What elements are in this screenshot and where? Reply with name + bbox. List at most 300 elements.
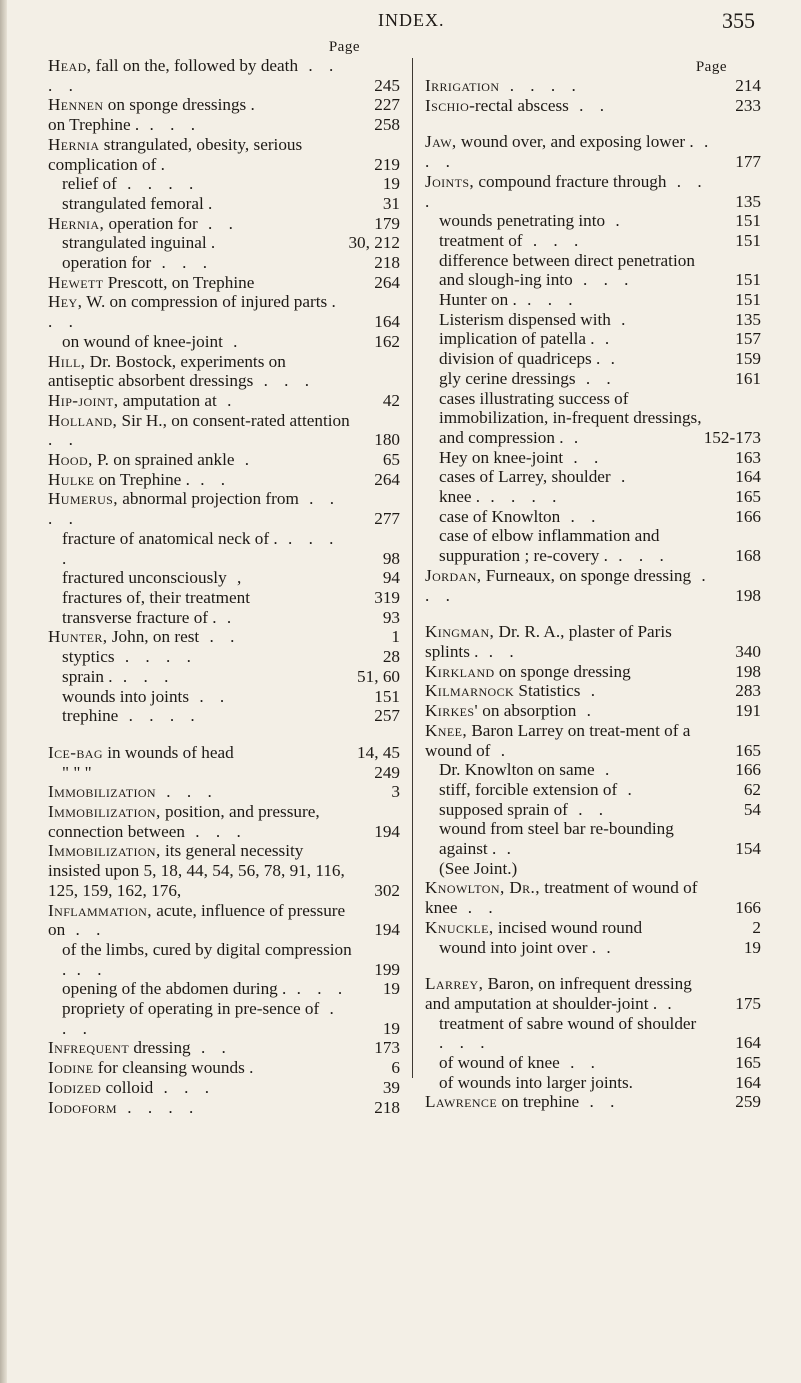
entry-description: wound over, and exposing lower . xyxy=(456,132,694,152)
entry-description: Statistics xyxy=(514,681,581,701)
entry-description: on trephine xyxy=(497,1092,580,1112)
leader-dots: . . . xyxy=(439,1033,491,1053)
entry-description: dressing xyxy=(129,1038,191,1058)
index-subentry xyxy=(425,1073,761,1093)
entry-text xyxy=(425,132,714,171)
index-subentry xyxy=(48,253,400,273)
entry-description: wound from steel bar re-bounding against . xyxy=(439,819,674,859)
entry-page-ref: 340 xyxy=(735,641,761,661)
entry-text xyxy=(62,667,174,686)
entry-description: treatment of xyxy=(439,230,523,250)
entry-text xyxy=(439,467,631,486)
leader-dots: . xyxy=(594,760,616,780)
leader-dots: . xyxy=(600,349,621,369)
leader-dots: . . . . xyxy=(48,56,340,95)
index-subentry xyxy=(48,233,400,253)
index-subentry xyxy=(425,819,761,858)
index-entry xyxy=(48,214,400,234)
entry-headword: Knuckle, xyxy=(425,917,494,937)
entry-text xyxy=(439,487,562,506)
entry-text xyxy=(425,701,597,720)
entry-headword: Immobilization, xyxy=(48,802,161,822)
entry-text xyxy=(439,1073,633,1092)
section-gap xyxy=(425,957,761,974)
entry-description: cases of Larrey, shoulder xyxy=(439,467,611,487)
entry-text xyxy=(439,1053,601,1072)
index-subentry xyxy=(425,938,761,958)
leader-dots: . . xyxy=(568,95,611,115)
entry-page-ref: 42 xyxy=(382,390,400,410)
entry-description: difference between direct penetration and slough-ing into xyxy=(439,250,695,290)
entry-description: wounds penetrating into xyxy=(439,211,606,231)
entry-text xyxy=(425,172,708,211)
entry-headword: Kingman, xyxy=(425,622,495,642)
entry-page-ref: 166 xyxy=(735,760,761,780)
index-entry xyxy=(48,352,400,391)
index-entry xyxy=(48,841,400,900)
entry-page-ref: 94 xyxy=(382,568,400,588)
entry-page-ref: 165 xyxy=(735,740,761,760)
leader-dots: , xyxy=(226,568,248,588)
entry-text xyxy=(425,662,631,681)
entry-text xyxy=(439,231,584,250)
entry-page-ref: 1 xyxy=(391,627,400,647)
entry-text xyxy=(439,819,674,858)
entry-page-ref: 98 xyxy=(382,548,400,568)
entry-text xyxy=(425,974,692,1013)
entry-description: transverse fracture of . xyxy=(62,607,217,627)
index-subentry xyxy=(48,174,400,194)
entry-text xyxy=(439,526,670,565)
index-subentry xyxy=(48,667,400,687)
index-entry xyxy=(48,95,400,115)
leader-dots: . . . xyxy=(516,290,579,310)
entry-page-ref: 28 xyxy=(382,647,400,667)
section-gap xyxy=(425,115,761,132)
entry-description: Listerism dispensed with xyxy=(439,309,611,329)
entry-text xyxy=(439,507,601,526)
entry-description: Baron Larrey on treat-ment of a wound of xyxy=(425,720,691,760)
index-subentry xyxy=(48,999,400,1038)
index-subentry xyxy=(425,389,761,448)
entry-text xyxy=(48,1058,253,1077)
entry-page-ref: 30, 212 xyxy=(348,233,400,253)
leader-dots: . . xyxy=(65,920,107,940)
index-subentry xyxy=(425,467,761,487)
entry-page-ref: 2 xyxy=(752,917,761,937)
entry-text xyxy=(48,411,350,450)
entry-page-ref: 39 xyxy=(382,1077,400,1097)
entry-text xyxy=(425,918,642,937)
index-entry xyxy=(48,411,400,450)
leader-dots: . xyxy=(216,390,238,410)
entry-headword: Hood, xyxy=(48,450,93,470)
entry-headword: Jordan, xyxy=(425,565,482,585)
leader-dots: . xyxy=(617,779,638,799)
index-subentry xyxy=(425,526,761,565)
entry-description: Dr. Knowlton on same xyxy=(439,760,595,780)
entry-headword: Kilmarnock xyxy=(425,681,515,701)
entry-text xyxy=(48,135,302,174)
index-subentry xyxy=(425,231,761,251)
entry-description: for cleansing wounds . xyxy=(93,1058,254,1078)
entry-text xyxy=(439,310,631,329)
leader-dots: . xyxy=(216,607,238,627)
entry-description: fractured unconsciously xyxy=(62,568,227,588)
entry-page-ref: 218 xyxy=(374,1097,400,1117)
entry-page-ref: 163 xyxy=(735,447,761,467)
entry-description: John, on rest xyxy=(107,627,200,647)
entry-page-ref: 19 xyxy=(382,979,400,999)
index-subentry xyxy=(48,568,400,588)
running-head xyxy=(0,8,801,34)
index-subentry xyxy=(48,940,400,979)
leader-dots: . xyxy=(610,467,632,487)
entry-description: strangulated inguinal . xyxy=(62,233,216,253)
entry-page-ref: 154 xyxy=(735,839,761,859)
index-subentry xyxy=(425,369,761,389)
entry-text xyxy=(48,214,239,233)
leader-dots: . . xyxy=(197,213,239,233)
index-subentry xyxy=(48,687,400,707)
entry-headword: Iodoform xyxy=(48,1097,117,1117)
leader-dots: . . xyxy=(48,312,79,332)
entry-description: wound into joint over . xyxy=(439,937,597,957)
entry-text xyxy=(425,681,601,700)
index-entry xyxy=(425,172,761,211)
entry-headword: Jaw, xyxy=(425,132,457,152)
index-subentry xyxy=(48,608,400,628)
entry-page-ref: 162 xyxy=(374,331,400,351)
entry-text xyxy=(62,174,199,193)
entry-text xyxy=(62,763,92,782)
entry-headword: Hennen xyxy=(48,95,104,115)
index-subentry xyxy=(48,706,400,726)
entry-description: acute, influence of pressure on xyxy=(48,900,346,940)
index-entry xyxy=(425,622,761,661)
entry-page-ref: 164 xyxy=(735,467,761,487)
entry-page-ref: 264 xyxy=(374,469,400,489)
entry-description: case of elbow inflammation and suppuration ; re-covery . xyxy=(439,526,660,566)
index-entry xyxy=(48,1038,400,1058)
entry-description: sprain . xyxy=(62,666,113,686)
entry-page-ref: 249 xyxy=(374,762,400,782)
leader-dots: . . xyxy=(575,368,617,388)
leader-dots: . . xyxy=(189,686,231,706)
index-entry xyxy=(425,681,761,701)
index-entry xyxy=(48,489,400,528)
entry-page-ref: 161 xyxy=(735,368,761,388)
entry-description: treatment of wound of knee xyxy=(425,878,698,918)
entry-page-ref: 51, 60 xyxy=(357,666,400,686)
index-entry xyxy=(425,701,761,721)
index-subentry xyxy=(48,588,400,608)
index-entry xyxy=(48,901,400,940)
leader-dots: . . . xyxy=(153,1077,216,1097)
entry-page-ref: 93 xyxy=(382,607,400,627)
entry-description: trephine xyxy=(62,706,119,726)
entry-page-ref: 283 xyxy=(735,681,761,701)
entry-headword: Hunter, xyxy=(48,627,108,647)
entry-description: fractures of, their treatment xyxy=(62,587,251,607)
index-entry xyxy=(48,470,400,490)
entry-description: Prescott, on Trephine xyxy=(103,272,255,292)
entry-description: P. on sprained ankle xyxy=(92,450,235,470)
index-subentry xyxy=(48,194,400,214)
leader-dots: . . xyxy=(48,430,79,450)
entry-headword: Infrequent xyxy=(48,1038,130,1058)
entry-page-ref: 151 xyxy=(735,270,761,290)
entry-headword: Hernia, xyxy=(48,213,105,233)
index-subentry xyxy=(425,448,761,468)
entry-page-ref: 54 xyxy=(743,799,761,819)
leader-dots: . . xyxy=(190,1038,232,1058)
index-subentry xyxy=(425,290,761,310)
entry-page-ref: 168 xyxy=(735,546,761,566)
entry-text xyxy=(439,780,638,799)
entry-page-ref: 177 xyxy=(735,152,761,172)
index-subentry xyxy=(48,529,400,568)
leader-dots: . xyxy=(594,329,616,349)
entry-text xyxy=(62,706,201,725)
entry-description: " " " xyxy=(62,762,92,782)
leader-dots: . xyxy=(496,839,517,859)
entry-description: in wounds of head xyxy=(102,742,234,762)
entry-page-ref: 319 xyxy=(374,587,400,607)
entry-headword: Hewett xyxy=(48,272,104,292)
leader-dots: . . . xyxy=(286,979,349,999)
index-entry xyxy=(48,782,400,802)
entry-description: Sir H., on consent-rated attention xyxy=(117,410,350,430)
entry-description: on Trephine . xyxy=(94,469,190,489)
section-gap xyxy=(425,605,761,622)
index-subentry xyxy=(425,487,761,507)
index-entry xyxy=(48,115,400,135)
leader-dots: . . . . xyxy=(499,76,582,95)
index-subentry xyxy=(425,1053,761,1073)
leader-dots: . xyxy=(222,331,244,351)
leader-dots: . . . xyxy=(572,270,635,290)
index-entry xyxy=(48,135,400,174)
entry-text xyxy=(62,233,215,252)
entry-description: gly cerine dressings xyxy=(439,368,576,388)
leader-dots: . xyxy=(576,701,597,721)
entry-text xyxy=(62,687,230,706)
index-entry xyxy=(48,1058,400,1078)
entry-text xyxy=(62,253,213,272)
entry-text xyxy=(425,622,672,661)
leader-dots: . . . xyxy=(607,546,670,566)
entry-text xyxy=(62,999,340,1038)
entry-headword: Hip-joint, xyxy=(48,390,119,410)
leader-dots: . . . xyxy=(253,371,316,391)
entry-headword: Kirkland xyxy=(425,661,495,681)
entry-headword: Hey, xyxy=(48,292,83,312)
entry-headword: Iodized xyxy=(48,1077,102,1097)
entry-page-ref: 164 xyxy=(735,1033,761,1053)
entry-description: incised wound round xyxy=(493,917,643,937)
index-subentry xyxy=(425,507,761,527)
entry-page-ref: 219 xyxy=(374,154,400,174)
entry-page-ref: 277 xyxy=(374,509,400,529)
leader-dots: . xyxy=(657,993,678,1013)
entry-text xyxy=(439,448,604,467)
index-subentry xyxy=(48,979,400,999)
entry-text xyxy=(439,251,695,290)
leader-dots: . . xyxy=(189,469,232,489)
entry-page-ref: 164 xyxy=(735,1072,761,1092)
entry-page-ref: 199 xyxy=(374,959,400,979)
entry-headword: Knee, xyxy=(425,720,468,740)
entry-description: fracture of anatomical neck of . xyxy=(62,528,278,548)
index-subentry xyxy=(425,310,761,330)
entry-text xyxy=(48,1098,199,1117)
entry-text xyxy=(439,389,702,447)
entry-text xyxy=(439,290,579,309)
index-subentry xyxy=(425,800,761,820)
entry-page-ref: 264 xyxy=(374,272,400,292)
index-entry xyxy=(425,76,761,96)
leader-dots: . . . xyxy=(62,999,340,1038)
entry-headword: Inflammation, xyxy=(48,900,152,920)
index-entry xyxy=(48,391,400,411)
entry-page-ref: 151 xyxy=(735,230,761,250)
leader-dots: . xyxy=(490,740,511,760)
entry-text xyxy=(48,450,255,469)
entry-headword: Head, xyxy=(48,56,92,75)
index-column-left xyxy=(48,38,400,1117)
leader-dots: . . xyxy=(579,1092,621,1112)
entry-headword: Larrey, xyxy=(425,974,484,994)
entry-description: implication of patella . xyxy=(439,329,595,349)
leader-dots: . . . xyxy=(184,821,247,841)
leader-dots: . xyxy=(563,427,585,447)
entry-description: treatment of sabre wound of shoulder xyxy=(439,1013,697,1033)
entry-text xyxy=(62,194,212,213)
index-entry xyxy=(425,918,761,938)
entry-page-ref: 179 xyxy=(374,213,400,233)
entry-text xyxy=(62,940,352,979)
index-subentry xyxy=(425,211,761,231)
leader-dots: . . xyxy=(567,799,610,819)
entry-headword: Iodine xyxy=(48,1058,94,1078)
entry-headword: Ice-bag xyxy=(48,742,103,762)
entry-headword: Kirkes' xyxy=(425,701,478,721)
entry-text xyxy=(48,627,240,646)
entry-page-ref: 173 xyxy=(374,1038,400,1058)
entry-page-ref: 191 xyxy=(735,701,761,721)
index-subentry xyxy=(48,647,400,667)
entry-description: strangulated, obesity, serious complication of . xyxy=(48,134,303,174)
entry-description: Furneaux, on sponge dressing xyxy=(481,565,692,585)
index-entry xyxy=(48,273,400,293)
leader-dots: . . xyxy=(563,447,605,467)
column-page-label: Page xyxy=(328,39,360,55)
entry-description: on wound of knee-joint xyxy=(62,331,223,351)
entry-page-ref: 31 xyxy=(382,193,400,213)
entry-headword: Lawrence xyxy=(425,1092,498,1112)
leader-dots: . . . . xyxy=(116,1097,200,1117)
entry-description: propriety of operating in pre-sence of xyxy=(62,999,320,1019)
leader-dots: . . . . xyxy=(118,706,201,726)
index-subentry xyxy=(425,780,761,800)
entry-page-ref: 165 xyxy=(735,487,761,507)
index-entry xyxy=(425,1092,761,1112)
entry-description: knee . xyxy=(439,487,481,507)
entry-text xyxy=(62,529,339,568)
entry-page-ref: 257 xyxy=(374,706,400,726)
entry-text xyxy=(439,1014,696,1053)
entry-text xyxy=(48,470,231,489)
entry-description: abnormal projection from xyxy=(117,489,299,509)
entry-page-ref: 152-173 xyxy=(703,427,761,447)
entry-page-ref: 151 xyxy=(735,211,761,231)
entry-description: W. on compression of injured parts . xyxy=(82,292,336,312)
index-column-right xyxy=(412,58,761,1112)
entry-description: Hey on knee-joint xyxy=(439,447,564,467)
index-subentry xyxy=(425,859,761,879)
entry-text xyxy=(62,588,250,607)
leader-dots: . . . xyxy=(425,171,708,211)
index-entry xyxy=(48,627,400,647)
leader-dots: . . . xyxy=(112,666,175,686)
entry-headword: Immobilization, xyxy=(48,841,161,861)
index-subentry xyxy=(425,760,761,780)
entry-description: Hunter on . xyxy=(439,290,517,310)
entry-page-ref: 157 xyxy=(735,329,761,349)
index-subentry xyxy=(48,763,400,783)
leader-dots: . xyxy=(605,211,626,231)
entry-text xyxy=(62,568,247,587)
entry-text xyxy=(439,349,621,368)
entry-description: compound fracture through xyxy=(474,171,667,191)
entry-text xyxy=(48,802,320,841)
leader-dots: . . . . xyxy=(480,487,563,507)
entry-page-ref: 198 xyxy=(735,661,761,681)
entry-headword: Hill, xyxy=(48,351,86,371)
entry-page-ref: 180 xyxy=(374,430,400,450)
index-entry xyxy=(48,1078,400,1098)
entry-description: colloid xyxy=(101,1077,154,1097)
page-number: 355 xyxy=(722,8,755,33)
index-entry xyxy=(425,974,761,1013)
page-edge xyxy=(0,0,7,1383)
entry-headword: Humerus, xyxy=(48,489,118,509)
leader-dots: . xyxy=(596,937,617,957)
leader-dots: . . . xyxy=(425,132,715,172)
entry-text xyxy=(62,979,348,998)
entry-page-ref: 135 xyxy=(735,191,761,211)
entry-description: its general necessity insisted upon 5, 18, 44, 54, 56, 78, 91, 116, 125, 159, 162, 176, xyxy=(48,841,345,900)
leader-dots: . . . . xyxy=(116,174,200,194)
entry-page-ref: 19 xyxy=(382,1018,400,1038)
entry-page-ref: 62 xyxy=(743,779,761,799)
leader-dots: . . . xyxy=(425,565,712,605)
leader-dots: . xyxy=(234,450,256,470)
entry-text xyxy=(439,859,517,878)
entry-description: -rectal abscess xyxy=(469,95,569,115)
entry-description: Dr. Bostock, experiments on antiseptic absorbent dressings xyxy=(48,351,286,391)
index-entry xyxy=(48,802,400,841)
entry-page-ref: 214 xyxy=(735,76,761,95)
entry-description: fall on the, followed by death xyxy=(91,56,299,75)
index-entry xyxy=(425,878,761,917)
entry-headword: Hulke xyxy=(48,469,95,489)
leader-dots: . xyxy=(580,681,602,701)
entry-page-ref: 218 xyxy=(374,253,400,273)
leader-dots: . . . xyxy=(151,253,214,273)
entry-page-ref: 166 xyxy=(735,898,761,918)
